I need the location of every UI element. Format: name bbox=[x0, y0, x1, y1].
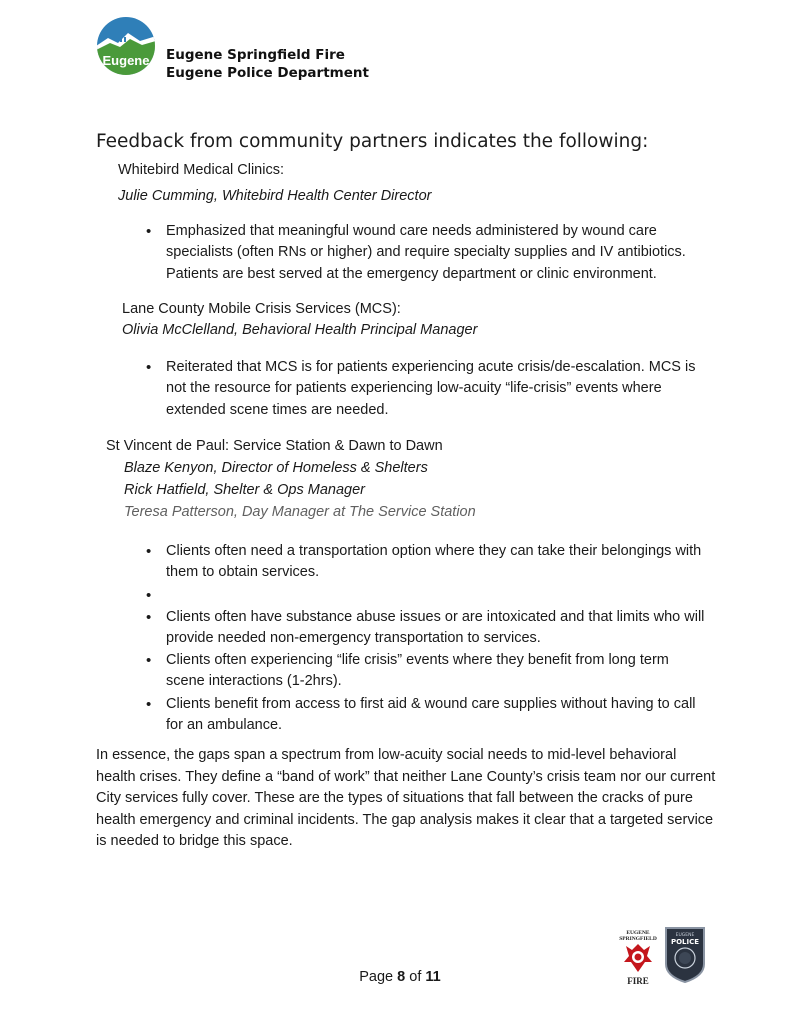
bullet-list-mcs bbox=[146, 357, 706, 422]
police-department-badge bbox=[662, 924, 708, 984]
contact-teresa-patterson: Teresa Patterson, Day Manager at The Service Station bbox=[124, 504, 476, 520]
section-title-mcs: Lane County Mobile Crisis Services (MCS): bbox=[122, 301, 401, 317]
bullet-list-svdp bbox=[146, 541, 706, 737]
org-line-police: Eugene Police Department bbox=[166, 65, 369, 81]
list-item: • Emphasized that meaningful wound care needs administered by wound care specialists (often RNs or higher) and require specialty supplies and IV antibiotics. Patients are best served at the emergency department or clinic environment. bbox=[146, 221, 706, 285]
police-badge-line2: POLICE bbox=[670, 938, 700, 946]
fire-badge-line2: SPRINGFIELD bbox=[619, 936, 657, 942]
organization-names bbox=[166, 46, 369, 82]
page-total: 11 bbox=[425, 969, 441, 985]
contact-blaze-kenyon: Blaze Kenyon, Director of Homeless & Shelters bbox=[124, 460, 428, 476]
logo-text: Eugene bbox=[102, 53, 150, 68]
police-badge-line1: EUGENE bbox=[675, 933, 695, 938]
bullet-list-whitebird bbox=[146, 221, 706, 286]
contact-olivia-mcclelland: Olivia McClelland, Behavioral Health Principal Manager bbox=[122, 322, 478, 338]
summary-paragraph: In essence, the gaps span a spectrum from low-acuity social needs to mid-level behavioral health crises. They define a “band of work” that neither Lane County’s crisis team nor our current City services fully cover. These are the types of situations that fall between the cracks of pure health emergency and criminal incidents. The gap analysis makes it clear that a targeted service is needed to bridge this space. bbox=[96, 747, 716, 849]
section-title-whitebird: Whitebird Medical Clinics: bbox=[118, 162, 284, 178]
page-of: of bbox=[409, 969, 422, 985]
page-heading: Feedback from community partners indicates the following: bbox=[96, 131, 649, 152]
maltese-cross-icon bbox=[624, 944, 652, 972]
list-item: • Clients often experiencing “life crisis” events where they benefit from long term scene interactions (1-2hrs). bbox=[146, 650, 706, 693]
list-item: • Clients benefit from access to first aid & wound care supplies without having to call for an ambulance. bbox=[146, 694, 706, 737]
contact-julie-cumming: Julie Cumming, Whitebird Health Center Director bbox=[118, 188, 432, 204]
fire-badge-line3: FIRE bbox=[627, 976, 649, 986]
fire-badge-line1: EUGENE bbox=[626, 930, 650, 936]
eugene-logo bbox=[96, 16, 156, 76]
list-item: • Reiterated that MCS is for patients experiencing acute crisis/de-escalation. MCS is not the resource for patients experiencing low-acuity “life-crisis” events where extended scene times are needed. bbox=[146, 357, 706, 421]
fire-department-badge bbox=[614, 928, 662, 988]
list-item: • Clients often need a transportation option where they can take their belongings with them to obtain services. bbox=[146, 541, 706, 584]
contact-rick-hatfield: Rick Hatfield, Shelter & Ops Manager bbox=[124, 482, 365, 498]
page-current: 8 bbox=[397, 969, 406, 985]
list-item: • Clients often have substance abuse issues or are intoxicated and that limits who will provide needed non-emergency transportation to services. bbox=[146, 607, 706, 650]
section-title-svdp: St Vincent de Paul: Service Station & Dawn to Dawn bbox=[106, 438, 443, 454]
list-item-empty bbox=[146, 585, 706, 606]
page-prefix: Page bbox=[359, 969, 394, 985]
org-line-fire: Eugene Springfield Fire bbox=[166, 47, 345, 63]
